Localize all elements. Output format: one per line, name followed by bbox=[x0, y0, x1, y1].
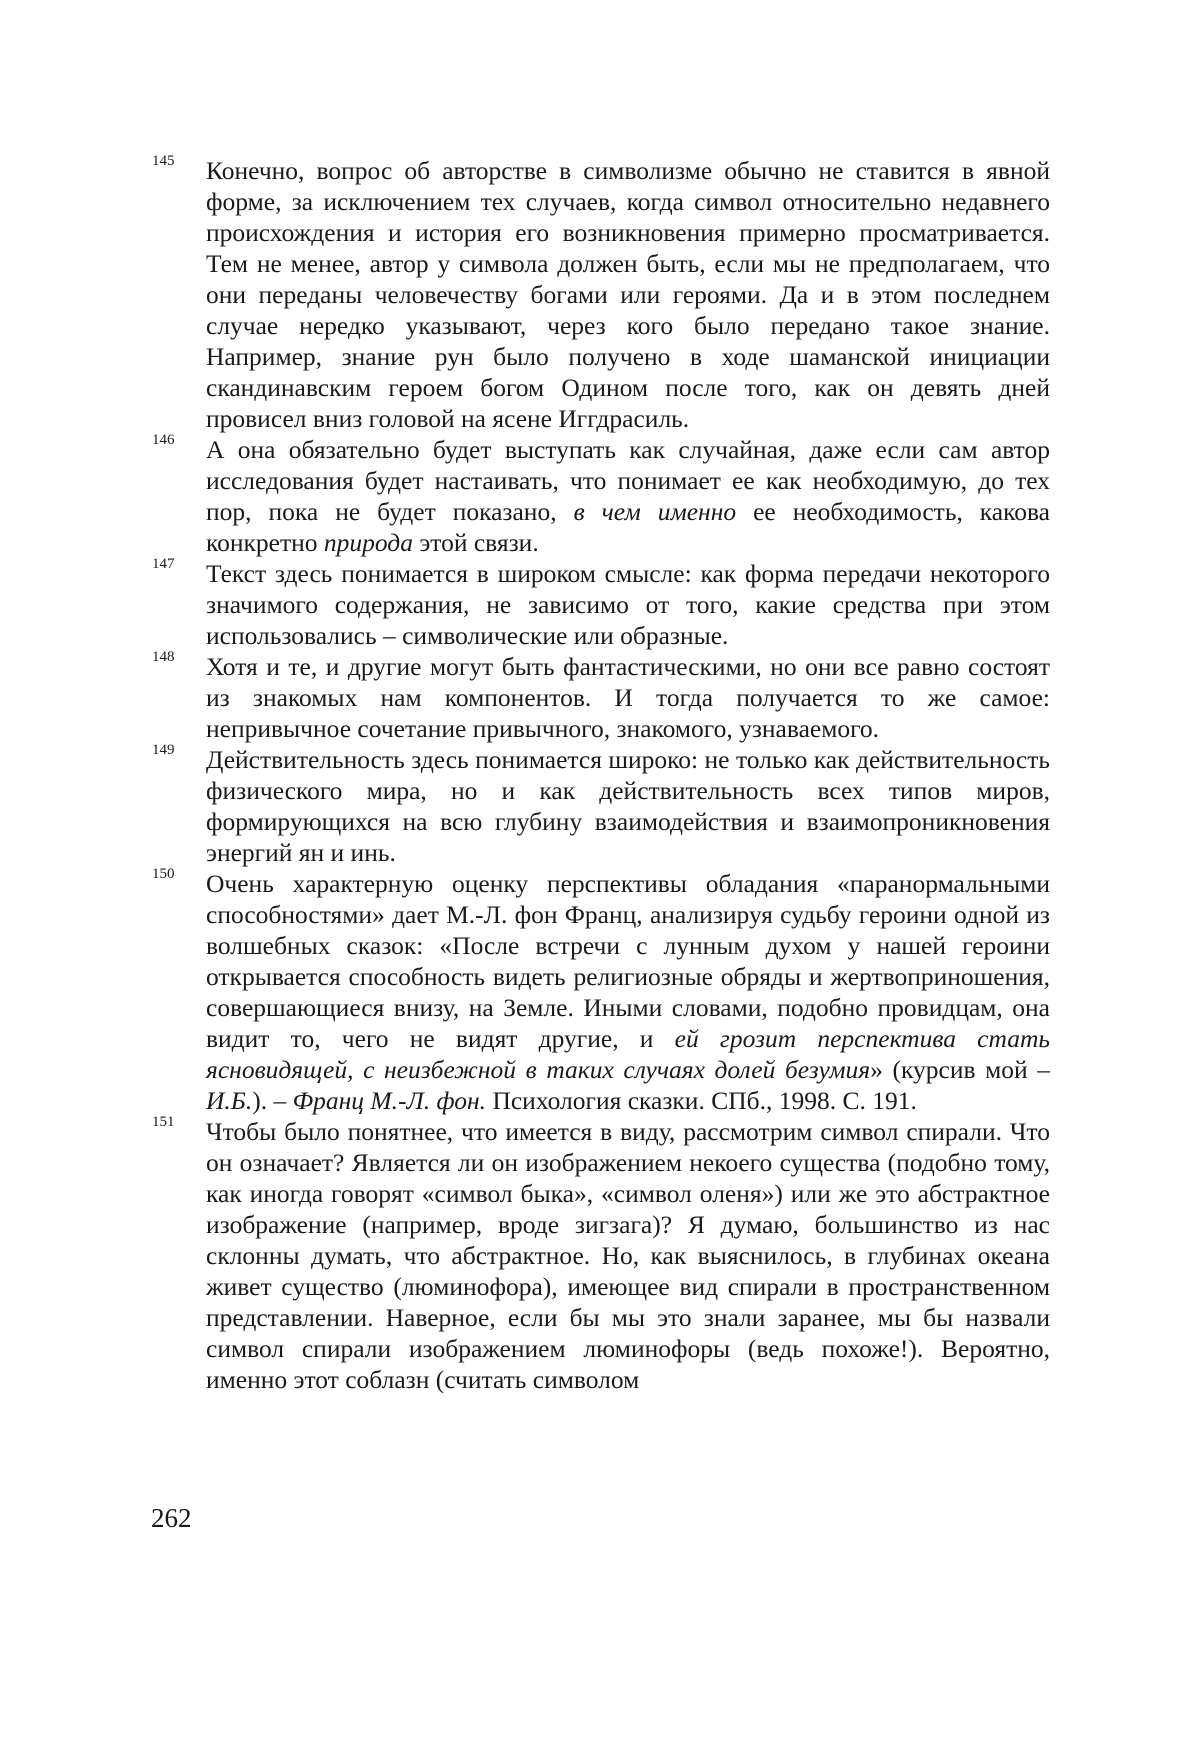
footnote bbox=[150, 155, 1050, 434]
text-segment: Хотя и те, и другие могут быть фантастическими, но они все равно состоят из знакомых нам компонентов. И тогда получается то же самое: непривычное сочетание привычного, знакомого, узнаваемого. bbox=[206, 652, 1050, 743]
footnote-number: 150 bbox=[152, 866, 175, 882]
footnote-number: 148 bbox=[152, 649, 175, 665]
footnote-number: 151 bbox=[152, 1114, 175, 1130]
text-segment: Текст здесь понимается в широком смысле: как форма передачи некоторого значимого содержания, не зависимо от того, какие средства при этом использовались – символические или образные. bbox=[206, 559, 1050, 650]
text-segment: ). – bbox=[252, 1086, 293, 1115]
italic-text: И.Б. bbox=[206, 1086, 253, 1115]
footnote-number: 147 bbox=[152, 556, 175, 572]
footnote bbox=[150, 434, 1050, 558]
text-segment: Очень характерную оценку перспективы обладания «паранормальными способностями» дает М.-Л. фон Франц, анализируя судьбу героини одной из волшебных сказок: «После встречи с лунным духом у нашей героини открывается способность видеть религиозные обряды и жертвоприношения, совершающиеся внизу, на Земле. Иными словами, подобно провидцам, она видит то, чего не видят другие, и bbox=[206, 869, 1050, 1053]
italic-text: в чем именно bbox=[573, 497, 737, 526]
italic-text: Франц М.-Л. фон. bbox=[292, 1086, 487, 1115]
footnote-text bbox=[206, 155, 1050, 434]
footnote bbox=[150, 868, 1050, 1116]
footnotes-list bbox=[150, 155, 1050, 1395]
text-segment: Действительность здесь понимается широко: не только как действительность физического мира, но и как действительность всех типов миров, формирующихся на всю глубину взаимодействия и взаимопроникновения энергий ян и инь. bbox=[206, 745, 1050, 867]
text-segment: ее необходимость, какова конкретно bbox=[206, 497, 1050, 557]
footnote bbox=[150, 744, 1050, 868]
page-number: 262 bbox=[151, 1503, 192, 1533]
text-segment: Чтобы было понятнее, что имеется в виду, рассмотрим символ спирали. Что он означает? Является ли он изображением некоего существа (подобно тому, как иногда говорят «символ быка», «символ оленя») или же это абстрактное изображение (например, вроде зигзага)? Я думаю, большинство из нас склонны думать, что абстрактное. Но, как выяснилось, в глубинах океана живет существо (люминофора), имеющее вид спирали в пространственном представлении. Наверное, если бы мы это знали заранее, мы бы назвали символ спирали изображением люминофоры (ведь похоже!). Вероятно, именно этот соблазн (считать символом bbox=[206, 1117, 1050, 1394]
footnote-text bbox=[206, 558, 1050, 651]
italic-text: ей грозит перспектива стать ясновидящей, с неизбежной в таких случаях долей безумия bbox=[206, 1024, 1050, 1084]
italic-text: природа bbox=[323, 528, 413, 557]
footnote-text bbox=[206, 744, 1050, 868]
footnote-number: 145 bbox=[152, 153, 175, 169]
footnote bbox=[150, 1116, 1050, 1395]
text-segment: А она обязательно будет выступать как случайная, даже если сам автор исследования будет настаивать, что понимает ее как необходимую, до тех пор, пока не будет показано, bbox=[206, 435, 1050, 526]
footnote-text bbox=[206, 434, 1050, 558]
text-segment: » (курсив мой – bbox=[870, 1055, 1051, 1084]
footnote-text bbox=[206, 868, 1050, 1116]
text-segment: Психология сказки. СПб., 1998. С. 191. bbox=[486, 1086, 917, 1115]
footnote bbox=[150, 558, 1050, 651]
text-segment: этой связи. bbox=[412, 528, 539, 557]
footnote-text bbox=[206, 1116, 1050, 1395]
footnote-number: 149 bbox=[152, 742, 175, 758]
text-segment: Конечно, вопрос об авторстве в символизме обычно не ставится в явной форме, за исключением тех случаев, когда символ относительно недавнего происхождения и история его возникновения примерно просматривается. Тем не менее, автор у символа должен быть, если мы не предполагаем, что они переданы человечеству богами или героями. Да и в этом последнем случае нередко указывают, через кого было передано такое знание. Например, знание рун было получено в ходе шаманской инициации скандинавским героем богом Одином после того, как он девять дней провисел вниз головой на ясене Иггдрасиль. bbox=[206, 156, 1050, 433]
footnote-text bbox=[206, 651, 1050, 744]
footnote-number: 146 bbox=[152, 432, 175, 448]
footnote bbox=[150, 651, 1050, 744]
